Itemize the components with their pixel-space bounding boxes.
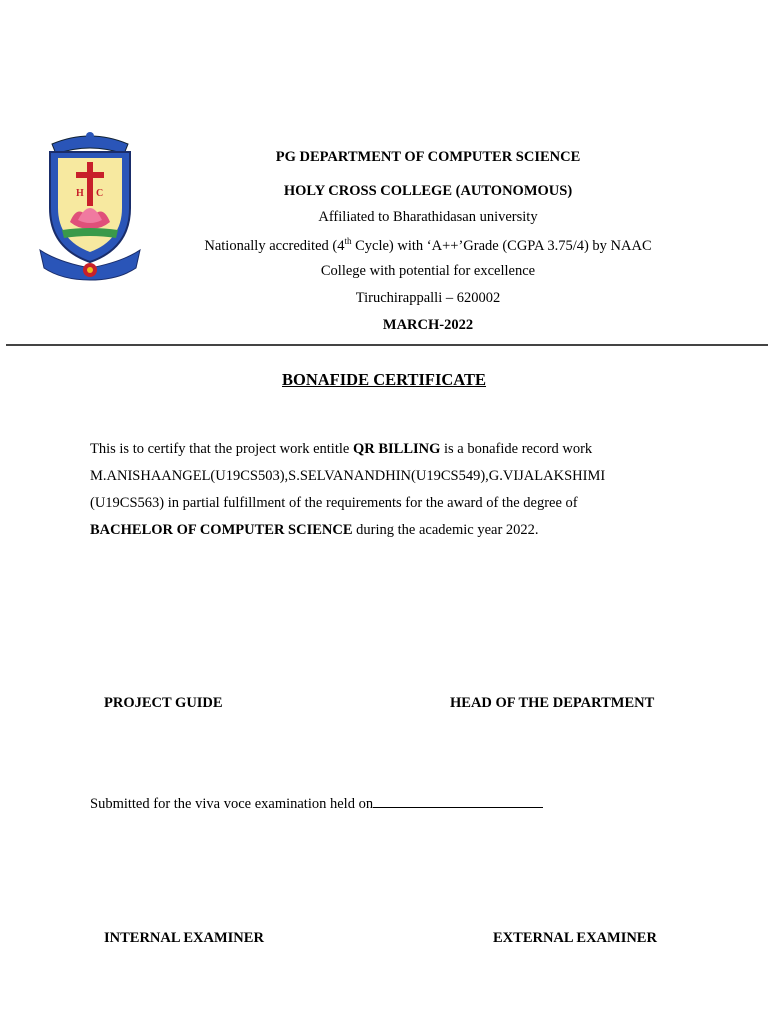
college-name: HOLY CROSS COLLEGE (AUTONOMOUS) (283, 183, 573, 199)
crest-letter-h: H (76, 188, 84, 199)
body-text: during the academic year 2022. (352, 522, 539, 538)
certificate-date: MARCH-2022 (382, 317, 474, 333)
certificate-body-line-3: (U19CS563) in partial fulfillment of the requirements for the award of the degree of (90, 495, 578, 511)
body-text: This is to certify that the project work entitle (90, 441, 353, 457)
college-address: Tiruchirappalli – 620002 (355, 290, 501, 306)
header-divider (6, 344, 768, 346)
viva-text: Submitted for the viva voce examination held on (90, 796, 374, 812)
certificate-body-line-2: M.ANISHAANGEL(U19CS503),S.SELVANANDHIN(U19CS549),G.VIJALAKSHIMI (90, 468, 606, 484)
project-guide-label: PROJECT GUIDE (104, 695, 223, 711)
viva-submission-line (90, 795, 543, 813)
accreditation-suffix: Cycle) with ‘A++’Grade (CGPA 3.75/4) by NAAC (351, 237, 652, 254)
viva-date-blank (373, 795, 543, 808)
certificate-title: BONAFIDE CERTIFICATE (281, 370, 487, 389)
affiliation-text: Affiliated to Bharathidasan university (318, 209, 538, 225)
project-name: QR BILLING (352, 441, 441, 457)
department-name: PG DEPARTMENT OF COMPUTER SCIENCE (275, 149, 581, 165)
college-crest-logo (38, 130, 142, 286)
certificate-body-line-4 (90, 522, 539, 539)
certificate-body-line-1 (90, 441, 592, 458)
college-potential-text: College with potential for excellence (320, 263, 536, 279)
external-examiner-label: EXTERNAL EXAMINER (493, 930, 657, 946)
crest-letter-c: C (96, 188, 104, 199)
internal-examiner-label: INTERNAL EXAMINER (104, 930, 264, 946)
accreditation-superscript: th (344, 236, 352, 246)
accreditation-prefix: Nationally accredited (4 (204, 237, 345, 254)
degree-name: BACHELOR OF COMPUTER SCIENCE (90, 522, 353, 538)
head-of-department-label: HEAD OF THE DEPARTMENT (450, 695, 655, 711)
accreditation-text (180, 236, 676, 255)
body-text: is a bonafide record work (440, 441, 593, 457)
